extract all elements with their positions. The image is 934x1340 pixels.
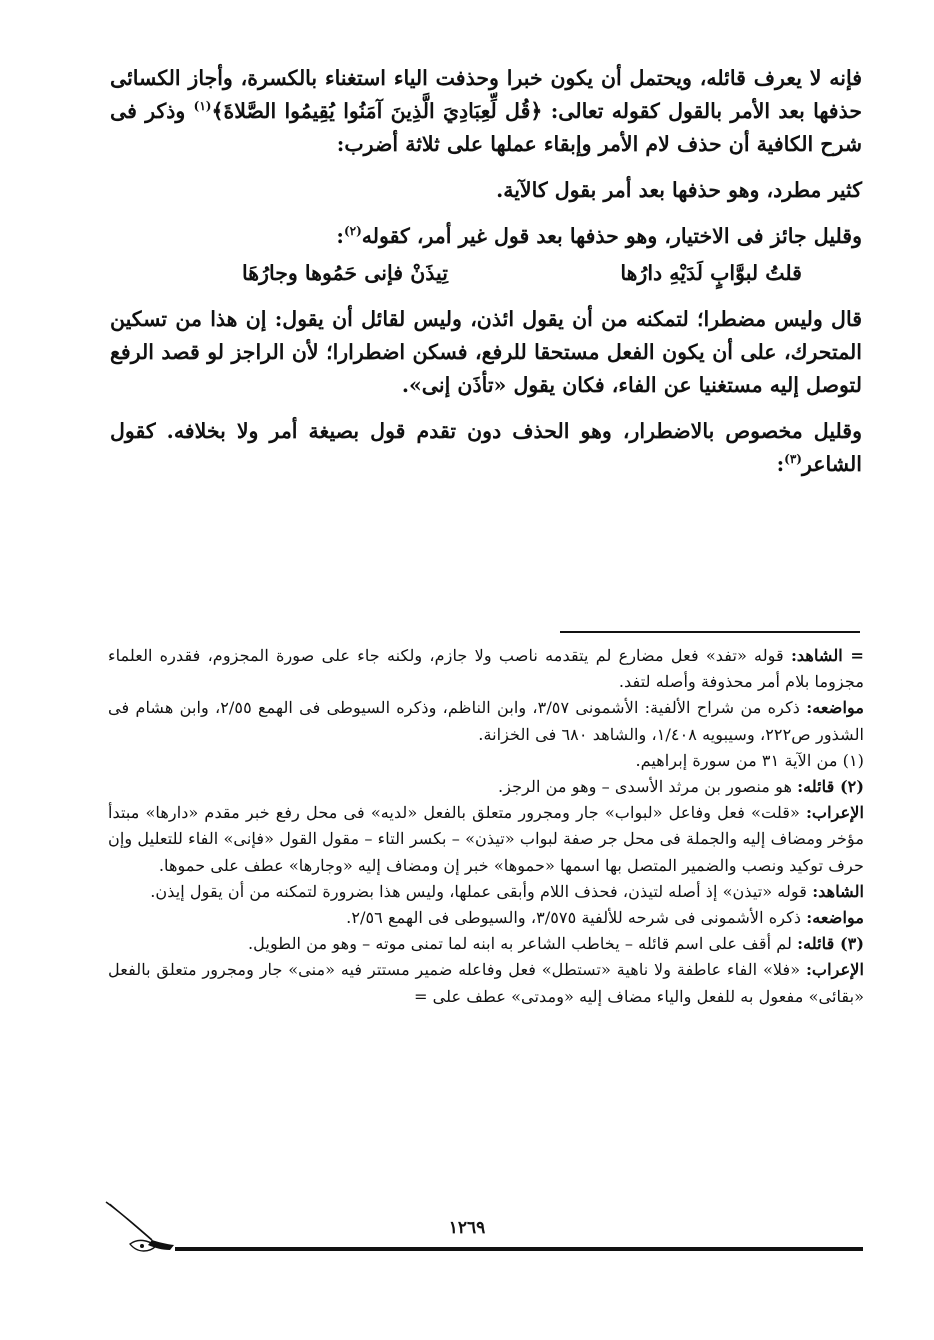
footnote-label: (٢) قائله: <box>797 777 864 797</box>
footnote-2-author <box>108 774 864 800</box>
paragraph-3 <box>110 220 862 253</box>
footnote-separator <box>560 631 860 633</box>
footnote-text: ذكره الأشمونى فى شرحه للألفية ٣/٥٧٥، والسيوطى فى الهمع ٢/٥٦. <box>346 908 802 928</box>
footnote-label: = الشاهد: <box>790 646 864 665</box>
quran-verse: ﴿قُل لِّعِبَادِيَ الَّذِينَ آمَنُوا يُقِيمُوا الصَّلاةَ﴾ <box>211 99 543 123</box>
footnote-2-mawadiuh <box>108 905 864 931</box>
footnote-ref-2: (٢) <box>343 224 362 239</box>
footnotes <box>108 643 864 1010</box>
footnote-text: قوله «تيذن» إذ أصله لتيذن، فحذف اللام وأبقى عملها، وليس هذا بضرورة لتمكنه من أن يقول إيذن. <box>150 881 808 901</box>
footnote-3-irab <box>108 957 864 1009</box>
paragraph-3-colon: : <box>336 224 344 248</box>
footnote-text: «قلت» فعل وفاعل «لبواب» جار ومجرور متعلق بالفعل «لديه» فى محل رفع خبر مقدم «دارها» مبتدأ مؤخر ومضاف إليه والجملة فى محل جر صفة لبواب «تيذن» – بكسر التاء – مقول القول «فإنى» الفاء للتعليل وإن حرف توكيد ونصب والضمير المتصل بها اسمها «حموها» خبر إن ومضاف إليه «وجارها» عطف على حموها. <box>108 803 864 875</box>
paragraph-5-text: وقليل مخصوص بالاضطرار، وهو الحذف دون تقدم قول بصيغة أمر ولا بخلافه. كقول الشاعر <box>110 419 862 476</box>
footnote-label: مواضعه: <box>806 908 864 928</box>
bottom-rule <box>175 1247 863 1251</box>
paragraph-1 <box>110 62 862 161</box>
footnote-ref-3: (٣) <box>784 452 802 467</box>
footnote-label: (٣) قائله: <box>797 934 864 954</box>
footnote-3-author <box>108 931 864 957</box>
footnote-1: (١) من الآية ٣١ من سورة إبراهيم. <box>635 750 864 770</box>
footnote-text: هو منصور بن مرثد الأسدى – وهو من الرجز. <box>498 777 792 797</box>
paragraph-1-rest: وذكر فى شرح الكافية أن حذف لام الأمر وإبقاء عملها على ثلاثة أضرب: <box>110 99 862 156</box>
footnote-label: الإعراب: <box>805 803 864 823</box>
footnote-ref-1: (١) <box>193 99 212 114</box>
footnote-2-shahid <box>108 879 864 905</box>
verse-first-hemistich: قلتُ لبوَّابٍ لَدَيْهِ دارُها <box>620 261 802 285</box>
paragraph-1-text: فإنه لا يعرف قائله، ويحتمل أن يكون خبرا وحذفت الياء استغناء بالكسرة، وأجاز الكسائى حذفها بعد الأمر بالقول كقوله تعالى: <box>110 66 863 123</box>
paragraph-2: كثير مطرد، وهو حذفها بعد أمر بقول كالآية. <box>496 178 862 202</box>
page-number: ١٢٦٩ <box>448 1218 486 1238</box>
footnote-label: الإعراب: <box>805 960 864 980</box>
footnote-label: مواضعه: <box>806 698 864 718</box>
paragraph-5-colon: : <box>776 452 785 476</box>
paragraph-3-text: وقليل جائز فى الاختيار، وهو حذفها بعد قول غير أمر، كقوله <box>361 224 862 248</box>
verse-second-hemistich: تِيذَنْ فإنى حَمُوها وجارُهَا <box>242 261 448 285</box>
footnote-mawadiuh-1 <box>108 695 864 747</box>
footnote-text: ذكره من شراح الألفية: الأشمونى ٣/٥٧، وابن الناظم، وذكره السيوطى فى الهمع ٢/٥٥، وابن هشام فى الشذور ص٢٢٢، وسيبويه ١/٤٠٨، والشاهد ٦٨٠ فى الخزانة. <box>108 698 864 744</box>
footnote-text: لم أقف على اسم قائله – يخاطب الشاعر به ابنه لما تمنى موته – وهو من الطويل. <box>248 934 792 954</box>
footnote-2-irab <box>108 800 864 879</box>
paragraph-5 <box>110 415 862 481</box>
footnote-text: «فلا» الفاء عاطفة ولا ناهية «تستطل» فعل وفاعله ضمير مستتر فيه «منى» جار ومجرور متعلق بالفعل «بقائى» مفعول به للفعل والياء مضاف إليه «ومدتى» عطف على = <box>108 960 864 1006</box>
footnote-text: قوله «تفد» فعل مضارع لم يتقدمه ناصب ولا جازم، ولكنه جاء على صورة المجزوم، فقدره العلماء مجزوما بلام أمر محذوفة وأصله لتفد. <box>108 646 864 692</box>
paragraph-4: قال وليس مضطرا؛ لتمكنه من أن يقول ائذن، وليس لقائل أن يقول: إن هذا من تسكين المتحرك، على أن يكون الفعل مستحقا للرفع، فسكن اضطرارا؛ لأن الراجز لو قصد الرفع لتوصل إليه مستغنيا عن الفاء، فكان يقول «تأذَن إنى». <box>110 307 862 397</box>
footnote-shahid-cont <box>108 643 864 695</box>
footnote-label: الشاهد: <box>812 881 864 901</box>
quill-pen-icon <box>100 1198 180 1260</box>
main-text <box>110 62 862 481</box>
poetry-verse <box>242 257 802 290</box>
